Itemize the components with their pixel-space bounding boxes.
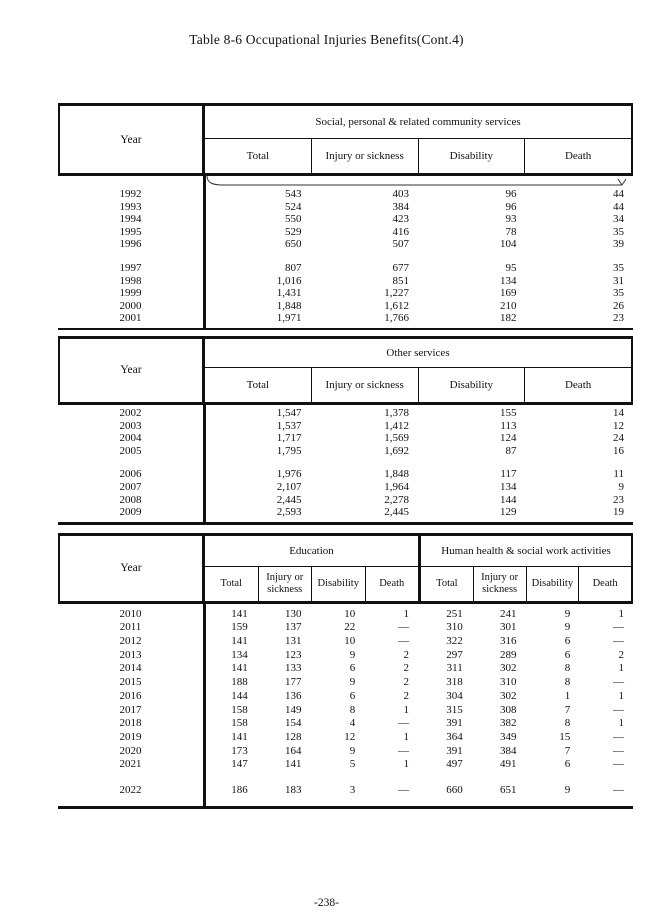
value-cell: — xyxy=(613,783,624,796)
value-cell: 1,848 xyxy=(276,299,302,312)
table-row xyxy=(58,676,633,690)
table-row xyxy=(58,262,633,275)
table-row xyxy=(58,445,633,458)
value-cell: 1,971 xyxy=(276,312,302,325)
value-cell: 251 xyxy=(446,607,463,620)
value-cell: 1,612 xyxy=(384,299,409,312)
value-cell: 2 xyxy=(618,648,624,661)
column-header: Disability xyxy=(418,139,525,173)
value-cell: 304 xyxy=(446,689,463,702)
value-cell: 497 xyxy=(446,758,463,771)
year-cell: 2009 xyxy=(119,506,142,519)
column-header: Disability xyxy=(418,368,525,402)
value-cell: 310 xyxy=(446,621,463,634)
year-cell: 1992 xyxy=(119,188,142,200)
value-cell: 297 xyxy=(446,648,463,661)
table-row xyxy=(58,704,633,718)
value-cell: 78 xyxy=(505,225,517,238)
value-cell: 9 xyxy=(564,607,571,620)
table-row xyxy=(58,312,633,325)
row-spacer xyxy=(58,457,633,468)
column-header: Injury or sickness xyxy=(258,567,312,601)
value-cell: 14 xyxy=(613,406,624,419)
value-cell: 7 xyxy=(564,744,571,757)
table-row xyxy=(58,420,633,433)
value-cell: 1,692 xyxy=(384,444,409,457)
sweep-arrow xyxy=(205,176,633,188)
year-cell: 2001 xyxy=(119,312,142,325)
sweep-arrow-icon xyxy=(205,176,631,188)
value-cell: 1,431 xyxy=(276,287,302,300)
table-body xyxy=(58,405,633,522)
value-cell: 364 xyxy=(446,730,463,743)
value-cell: 384 xyxy=(392,200,409,213)
value-cell: 35 xyxy=(613,261,624,274)
table-row xyxy=(58,649,633,663)
value-cell: 188 xyxy=(231,676,248,689)
value-cell: 9 xyxy=(564,783,571,796)
value-cell: 2 xyxy=(403,676,409,689)
table-row xyxy=(58,213,633,226)
value-cell: 9 xyxy=(564,621,571,634)
value-cell: 311 xyxy=(446,662,463,675)
table-header xyxy=(58,536,633,604)
value-cell: 1 xyxy=(618,689,624,702)
value-cell: 141 xyxy=(285,758,302,771)
value-cell: — xyxy=(613,703,624,716)
year-cell: 1994 xyxy=(119,213,142,226)
value-cell: 6 xyxy=(564,635,571,648)
year-header-cell: Year xyxy=(60,536,205,601)
value-cell: 23 xyxy=(613,493,624,506)
year-cell: 2005 xyxy=(119,444,142,457)
value-cell: — xyxy=(613,635,624,648)
value-cell: 1 xyxy=(564,689,571,702)
table-row xyxy=(58,188,633,201)
value-cell: 129 xyxy=(500,506,517,519)
value-cell: 173 xyxy=(231,744,248,757)
value-cell: 141 xyxy=(231,662,248,675)
value-cell: 1,976 xyxy=(276,468,302,481)
value-cell: 316 xyxy=(500,635,517,648)
column-group-label: Other services xyxy=(205,339,631,368)
table-row xyxy=(58,275,633,288)
value-cell: 543 xyxy=(285,188,302,200)
value-cell: 10 xyxy=(344,607,356,620)
value-cell: 11 xyxy=(613,468,624,481)
value-cell: 524 xyxy=(285,200,302,213)
value-cell: 12 xyxy=(344,730,356,743)
value-cell: 6 xyxy=(349,662,356,675)
value-cell: 24 xyxy=(613,432,624,445)
table-row xyxy=(58,731,633,745)
value-cell: 96 xyxy=(505,188,517,200)
column-group xyxy=(205,339,631,402)
value-cell: 318 xyxy=(446,676,463,689)
year-cell: 2013 xyxy=(119,648,142,661)
value-cell: 12 xyxy=(613,419,624,432)
year-cell: 1996 xyxy=(119,238,142,251)
column-header: Injury or sickness xyxy=(311,139,418,173)
value-cell: 22 xyxy=(344,621,356,634)
year-cell: 2017 xyxy=(119,703,142,716)
value-cell: 104 xyxy=(500,238,517,251)
column-header: Death xyxy=(365,567,419,601)
column-headers xyxy=(205,368,631,402)
value-cell: 1,537 xyxy=(276,419,302,432)
table-row xyxy=(58,287,633,300)
value-cell: 93 xyxy=(505,213,517,226)
value-cell: 154 xyxy=(285,717,302,730)
column-header: Disability xyxy=(311,567,365,601)
year-cell: 2015 xyxy=(119,676,142,689)
value-cell: 2,593 xyxy=(276,506,302,519)
column-header: Death xyxy=(578,567,631,601)
year-column-divider xyxy=(203,176,206,328)
year-cell: 2004 xyxy=(119,432,142,445)
column-group xyxy=(205,536,418,601)
year-cell: 2022 xyxy=(119,783,142,796)
page-title: Table 8-6 Occupational Injuries Benefits(Cont.4) xyxy=(189,32,464,47)
value-cell: 9 xyxy=(618,480,624,493)
value-cell: 19 xyxy=(613,506,624,519)
table-row xyxy=(58,201,633,214)
value-cell: 183 xyxy=(285,783,302,796)
year-column-divider xyxy=(203,604,206,806)
table-row xyxy=(58,300,633,313)
table-row xyxy=(58,506,633,519)
value-cell: 177 xyxy=(285,676,302,689)
value-cell: 3 xyxy=(349,783,356,796)
value-cell: 141 xyxy=(231,730,248,743)
year-cell: 2002 xyxy=(119,406,142,419)
value-cell: 87 xyxy=(505,444,517,457)
column-header: Death xyxy=(524,368,631,402)
value-cell: — xyxy=(398,744,409,757)
value-cell: 1,848 xyxy=(384,468,409,481)
value-cell: 391 xyxy=(446,717,463,730)
value-cell: — xyxy=(613,730,624,743)
value-cell: 2,445 xyxy=(276,493,302,506)
year-cell: 2011 xyxy=(119,621,142,634)
value-cell: 158 xyxy=(231,717,248,730)
value-cell: 44 xyxy=(613,188,624,200)
value-cell: 1 xyxy=(403,607,409,620)
column-header: Death xyxy=(524,139,631,173)
value-cell: 131 xyxy=(285,635,302,648)
value-cell: 677 xyxy=(392,261,409,274)
table-row xyxy=(58,238,633,251)
value-cell: 9 xyxy=(349,648,356,661)
value-cell: 289 xyxy=(500,648,517,661)
value-cell: 159 xyxy=(231,621,248,634)
year-cell: 2006 xyxy=(119,468,142,481)
table-row xyxy=(58,494,633,507)
column-headers xyxy=(205,139,631,173)
value-cell: 315 xyxy=(446,703,463,716)
value-cell: 1,378 xyxy=(384,406,409,419)
value-cell: 1,964 xyxy=(384,480,409,493)
value-cell: 158 xyxy=(231,703,248,716)
value-cell: 241 xyxy=(500,607,517,620)
value-cell: 23 xyxy=(613,312,624,325)
value-cell: — xyxy=(398,717,409,730)
table-header xyxy=(58,339,633,405)
table-row xyxy=(58,468,633,481)
column-header: Disability xyxy=(526,567,579,601)
value-cell: 384 xyxy=(500,744,517,757)
page-number: -238- xyxy=(314,897,339,909)
value-cell: 8 xyxy=(564,662,571,675)
value-cell: 95 xyxy=(505,261,517,274)
column-headers xyxy=(205,567,418,601)
value-cell: 1,547 xyxy=(276,406,302,419)
year-cell: 2020 xyxy=(119,744,142,757)
value-cell: 9 xyxy=(349,744,356,757)
year-cell: 1998 xyxy=(119,274,142,287)
value-cell: 660 xyxy=(446,783,463,796)
value-cell: 416 xyxy=(392,225,409,238)
value-cell: 133 xyxy=(285,662,302,675)
year-cell: 2021 xyxy=(119,758,142,771)
value-cell: 1 xyxy=(618,717,624,730)
value-cell: 4 xyxy=(349,717,356,730)
value-cell: 147 xyxy=(231,758,248,771)
column-header: Total xyxy=(220,577,242,589)
value-cell: 1 xyxy=(403,758,409,771)
value-cell: 123 xyxy=(285,648,302,661)
value-cell: 507 xyxy=(392,238,409,251)
value-cell: — xyxy=(398,635,409,648)
value-cell: 117 xyxy=(500,468,517,481)
table-row xyxy=(58,635,633,649)
value-cell: 2,445 xyxy=(384,506,409,519)
table-row xyxy=(58,226,633,239)
value-cell: 39 xyxy=(613,238,624,251)
value-cell: 128 xyxy=(285,730,302,743)
value-cell: — xyxy=(613,621,624,634)
value-cell: 2,107 xyxy=(276,480,302,493)
table-row xyxy=(58,621,633,635)
tables-container xyxy=(58,103,633,809)
value-cell: 851 xyxy=(392,274,409,287)
value-cell: — xyxy=(398,783,409,796)
table-row xyxy=(58,662,633,676)
column-group-label: Education xyxy=(205,536,418,567)
value-cell: 1 xyxy=(403,703,409,716)
column-header: Injury or sickness xyxy=(473,567,526,601)
row-spacer xyxy=(58,772,633,784)
value-cell: 144 xyxy=(231,689,248,702)
value-cell: 10 xyxy=(344,635,356,648)
column-header: Total xyxy=(246,150,270,162)
value-cell: 149 xyxy=(285,703,302,716)
value-cell: 807 xyxy=(285,261,302,274)
value-cell: 124 xyxy=(500,432,517,445)
data-table-2 xyxy=(58,336,633,525)
value-cell: 5 xyxy=(349,758,356,771)
value-cell: 8 xyxy=(564,717,571,730)
year-header-cell: Year xyxy=(60,339,205,402)
value-cell: 423 xyxy=(392,213,409,226)
column-group-label: Human health & social work activities xyxy=(421,536,631,567)
value-cell: 2 xyxy=(403,648,409,661)
value-cell: 302 xyxy=(500,662,517,675)
year-cell: 2018 xyxy=(119,717,142,730)
value-cell: 35 xyxy=(613,287,624,300)
column-header: Total xyxy=(436,577,458,589)
value-cell: 322 xyxy=(446,635,463,648)
value-cell: 136 xyxy=(285,689,302,702)
year-cell: 2019 xyxy=(119,730,142,743)
value-cell: — xyxy=(613,744,624,757)
value-cell: 1 xyxy=(618,607,624,620)
value-cell: 651 xyxy=(500,783,517,796)
value-cell: 1,766 xyxy=(384,312,409,325)
table-body xyxy=(58,604,633,806)
value-cell: 650 xyxy=(285,238,302,251)
value-cell: 134 xyxy=(231,648,248,661)
value-cell: 1,016 xyxy=(276,274,302,287)
column-group xyxy=(418,536,631,601)
value-cell: 182 xyxy=(500,312,517,325)
value-cell: 1,227 xyxy=(384,287,409,300)
column-header: Injury or sickness xyxy=(311,368,418,402)
value-cell: 134 xyxy=(500,480,517,493)
year-cell: 1997 xyxy=(119,261,142,274)
table-row xyxy=(58,407,633,420)
value-cell: 1,795 xyxy=(276,444,302,457)
value-cell: 6 xyxy=(564,758,571,771)
value-cell: 34 xyxy=(613,213,624,226)
value-cell: 1,717 xyxy=(276,432,302,445)
column-group xyxy=(205,106,631,173)
value-cell: 16 xyxy=(613,444,624,457)
value-cell: 8 xyxy=(564,676,571,689)
table-row xyxy=(58,758,633,772)
value-cell: 491 xyxy=(500,758,517,771)
table-row xyxy=(58,481,633,494)
year-cell: 2010 xyxy=(119,607,142,620)
value-cell: 302 xyxy=(500,689,517,702)
value-cell: 15 xyxy=(559,730,571,743)
value-cell: 35 xyxy=(613,225,624,238)
value-cell: 8 xyxy=(349,703,356,716)
value-cell: 550 xyxy=(285,213,302,226)
value-cell: 529 xyxy=(285,225,302,238)
value-cell: — xyxy=(398,621,409,634)
value-cell: 6 xyxy=(349,689,356,702)
value-cell: 2,278 xyxy=(384,493,409,506)
value-cell: 382 xyxy=(500,717,517,730)
year-cell: 1995 xyxy=(119,225,142,238)
value-cell: 301 xyxy=(500,621,517,634)
column-groups xyxy=(205,106,631,173)
table-row xyxy=(58,784,633,798)
value-cell: 1 xyxy=(618,662,624,675)
value-cell: 44 xyxy=(613,200,624,213)
value-cell: 308 xyxy=(500,703,517,716)
value-cell: 137 xyxy=(285,621,302,634)
value-cell: 186 xyxy=(231,783,248,796)
value-cell: 26 xyxy=(613,299,624,312)
table-row xyxy=(58,690,633,704)
row-spacer xyxy=(58,251,633,262)
year-column-divider xyxy=(203,405,206,522)
value-cell: 6 xyxy=(564,648,571,661)
table-body xyxy=(58,176,633,328)
column-groups xyxy=(205,339,631,402)
value-cell: 130 xyxy=(285,607,302,620)
year-cell: 2012 xyxy=(119,635,142,648)
value-cell: 2 xyxy=(403,662,409,675)
table-header xyxy=(58,106,633,176)
column-header: Total xyxy=(246,378,270,391)
year-cell: 2008 xyxy=(119,493,142,506)
data-table-1 xyxy=(58,103,633,330)
value-cell: 31 xyxy=(613,274,624,287)
column-groups xyxy=(205,536,631,601)
table-row xyxy=(58,745,633,759)
value-cell: 141 xyxy=(231,607,248,620)
value-cell: 141 xyxy=(231,635,248,648)
year-cell: 2014 xyxy=(119,662,142,675)
year-cell: 1999 xyxy=(119,287,142,300)
column-group-label: Social, personal & related community services xyxy=(205,106,631,139)
year-cell: 2007 xyxy=(119,480,142,493)
value-cell: 1 xyxy=(403,730,409,743)
table-row xyxy=(58,608,633,622)
value-cell: 349 xyxy=(500,730,517,743)
value-cell: 164 xyxy=(285,744,302,757)
value-cell: 403 xyxy=(392,188,409,200)
value-cell: 2 xyxy=(403,689,409,702)
value-cell: 9 xyxy=(349,676,356,689)
year-header-cell: Year xyxy=(60,106,205,173)
value-cell: 1,569 xyxy=(384,432,409,445)
value-cell: 7 xyxy=(564,703,571,716)
data-table-3 xyxy=(58,533,633,809)
year-cell: 1993 xyxy=(119,200,142,213)
value-cell: 169 xyxy=(500,287,517,300)
value-cell: 310 xyxy=(500,676,517,689)
value-cell: 144 xyxy=(500,493,517,506)
value-cell: 155 xyxy=(500,406,517,419)
value-cell: 113 xyxy=(500,419,517,432)
value-cell: 134 xyxy=(500,274,517,287)
table-row xyxy=(58,717,633,731)
year-cell: 2016 xyxy=(119,689,142,702)
value-cell: — xyxy=(613,676,624,689)
column-headers xyxy=(421,567,631,601)
value-cell: 391 xyxy=(446,744,463,757)
value-cell: 96 xyxy=(505,200,517,213)
value-cell: 1,412 xyxy=(384,419,409,432)
value-cell: — xyxy=(613,758,624,771)
year-cell: 2000 xyxy=(119,299,142,312)
value-cell: 210 xyxy=(500,299,517,312)
year-cell: 2003 xyxy=(119,419,142,432)
table-row xyxy=(58,432,633,445)
